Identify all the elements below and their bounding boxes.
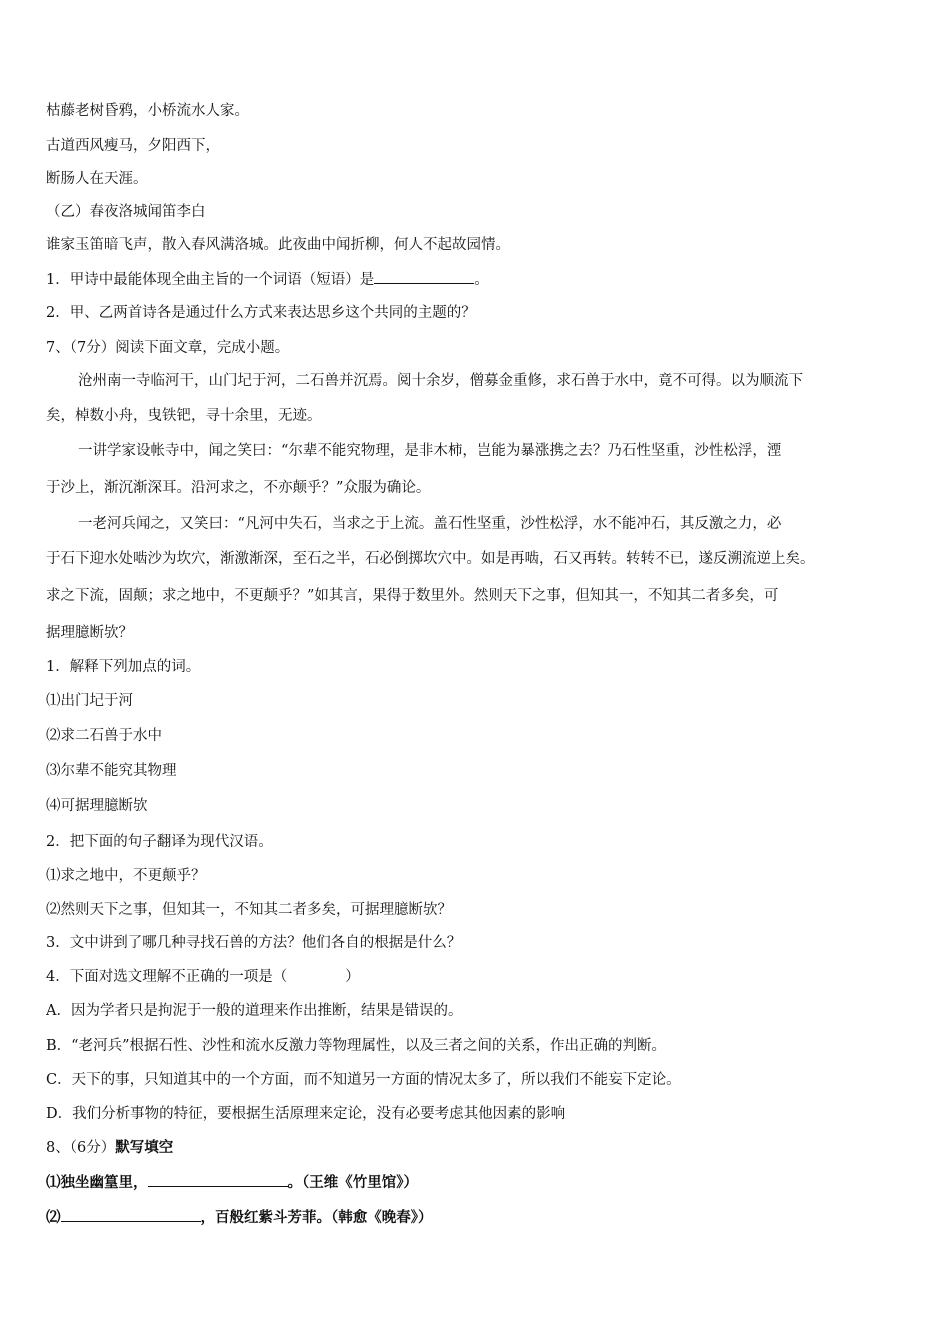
q7-sub2-item: ⑴求之地中，不更颠乎？ [46, 868, 206, 884]
q7-header: 7、（7分）阅读下面文章，完成小题。 [46, 340, 290, 356]
q7-sub2-title: 2．把下面的句子翻译为现代汉语。 [46, 834, 273, 850]
q8-header-number: 8、（6分） [46, 1140, 116, 1156]
q7-passage-line: 一讲学家设帐寺中，闻之笑曰：“尔辈不能究物理，是非木柿，岂能为暴涨携之去？乃石性坚重，沙性松浮，湮 [78, 443, 782, 459]
poem-jia-line-1: 枯藤老树昏鸦，小桥流水人家。 [46, 103, 249, 119]
poem-yi-title: （乙）春夜洛城闻笛李白 [46, 204, 206, 220]
answer-blank[interactable] [148, 1172, 288, 1187]
q6-item-1-text: 1．甲诗中最能体现全曲主旨的一个词语（短语）是 [46, 272, 375, 288]
q8-item-1-source: 。（王维《竹里馆》） [287, 1174, 418, 1191]
q7-sub4-option-d: D．我们分析事物的特征，要根据生活原理来定论，没有必要考虑其他因素的影响 [46, 1106, 566, 1122]
poem-jia-line-2: 古道西风瘦马，夕阳西下， [46, 138, 220, 154]
answer-blank[interactable] [61, 1207, 201, 1222]
poem-jia-line-3: 断肠人在天涯。 [46, 171, 148, 187]
q7-passage-line: 于沙上，渐沉渐深耳。沿河求之，不亦颠乎？”众服为确论。 [46, 480, 431, 496]
q7-passage-line: 求之下流，固颠；求之地中，不更颠乎？”如其言，果得于数里外。然则天下之事，但知其一，不知其二者多矣，可 [46, 588, 779, 604]
answer-blank[interactable] [374, 269, 474, 284]
q7-passage-line: 据理臆断欤？ [46, 625, 133, 641]
q7-sub1-title: 1．解释下列加点的词。 [46, 659, 201, 675]
q8-item-2-text: ，百般红紫斗芳菲。（韩愈《晚春》） [200, 1209, 433, 1226]
q8-header [46, 1138, 908, 1158]
q7-passage-line: 矣，棹数小舟，曳铁钯，寻十余里，无迹。 [46, 408, 322, 424]
q8-item-2 [46, 1207, 908, 1228]
q7-sub4-option-c: C．天下的事，只知道其中的一个方面，而不知道另一方面的情况太多了，所以我们不能妄下定论。 [46, 1072, 681, 1088]
q8-item-1-text: ⑴独坐幽篁里， [46, 1174, 148, 1191]
q7-sub1-item: ⑷可据理臆断欤 [46, 798, 148, 814]
q6-item-2: 2．甲、乙两首诗各是通过什么方式来表达思乡这个共同的主题的？ [46, 305, 476, 321]
q8-header-title: 默写填空 [115, 1139, 174, 1156]
q7-sub3: 3．文中讲到了哪几种寻找石兽的方法？他们各自的根据是什么？ [46, 935, 462, 951]
q7-sub2-item: ⑵然则天下之事，但知其一，不知其二者多矣，可据理臆断欤？ [46, 902, 452, 918]
q7-sub1-item: ⑵求二石兽于水中 [46, 728, 162, 744]
q8-item-1 [46, 1172, 908, 1193]
poem-yi-text: 谁家玉笛暗飞声，散入春风满洛城。此夜曲中闻折柳，何人不起故园情。 [46, 237, 510, 253]
q7-passage-line: 一老河兵闻之，又笑曰：“凡河中失石，当求之于上流。盖石性坚重，沙性松浮，水不能冲石，其反激之力，必 [78, 516, 782, 532]
q7-passage-line: 于石下迎水处啮沙为坎穴，渐激渐深，至石之半，石必倒掷坎穴中。如是再啮，石又再转。转转不已，遂反溯流逆上矣。 [46, 551, 815, 567]
q6-item-1 [46, 269, 908, 290]
q7-sub1-item: ⑴出门圮于河 [46, 693, 133, 709]
q7-sub1-item: ⑶尔辈不能究其物理 [46, 763, 177, 779]
q6-item-1-end: 。 [474, 272, 489, 288]
q7-passage-line: 沧州南一寺临河干，山门圮于河，二石兽并沉焉。阅十余岁，僧募金重修，求石兽于水中，竟不可得。以为顺流下 [78, 373, 803, 389]
q7-sub4-option-b: B．“老河兵”根据石性、沙性和流水反激力等物理属性，以及三者之间的关系，作出正确的判断。 [46, 1038, 666, 1054]
q7-sub4-title: 4．下面对选文理解不正确的一项是（ ） [46, 969, 360, 985]
q7-sub4-option-a: A．因为学者只是拘泥于一般的道理来作出推断，结果是错误的。 [46, 1003, 463, 1019]
q8-item-2-number: ⑵ [46, 1209, 61, 1226]
